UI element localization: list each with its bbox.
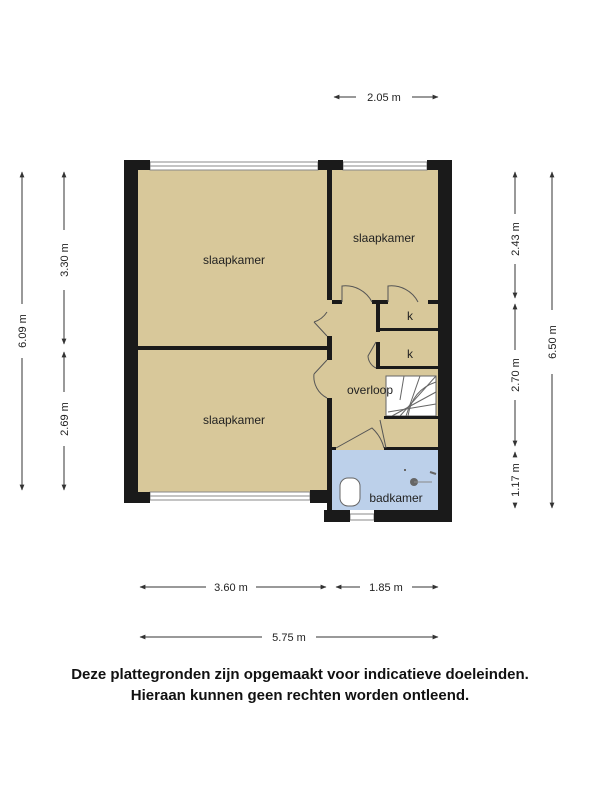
dim-label-right-lower: 1.17 m xyxy=(510,463,522,497)
disclaimer xyxy=(0,664,600,706)
dim-label-bottom-left: 3.60 m xyxy=(214,582,248,594)
dim-label-top: 2.05 m xyxy=(367,92,401,104)
toilet xyxy=(340,478,360,506)
room-label-bedroom-bottom: slaapkamer xyxy=(202,413,266,427)
dim-label-left-lower: 2.69 m xyxy=(59,402,71,436)
dim-label-right-total: 6.50 m xyxy=(547,325,559,359)
room-label-closet-bottom: k xyxy=(407,347,413,361)
dim-label-bottom-right: 1.85 m xyxy=(369,582,403,594)
dim-label-right-upper: 2.43 m xyxy=(510,222,522,256)
disclaimer-line-1: Deze plattegronden zijn opgemaakt voor indicatieve doeleinden. xyxy=(71,666,529,683)
room-label-closet-top: k xyxy=(407,309,413,323)
disclaimer-line-2: Hieraan kunnen geen rechten worden ontleend. xyxy=(130,687,470,704)
room-label-landing: overloop xyxy=(347,383,394,397)
dim-label-right-middle: 2.70 m xyxy=(510,358,522,392)
dim-label-left-total: 6.09 m xyxy=(17,314,29,348)
dim-label-bottom-total: 5.75 m xyxy=(272,632,306,644)
room-label-bathroom: badkamer xyxy=(369,491,423,505)
dim-label-left-upper: 3.30 m xyxy=(59,243,71,277)
room-label-bedroom-small: slaapkamer xyxy=(352,231,416,245)
room-label-bedroom-main: slaapkamer xyxy=(202,253,266,267)
staircase xyxy=(386,376,436,416)
